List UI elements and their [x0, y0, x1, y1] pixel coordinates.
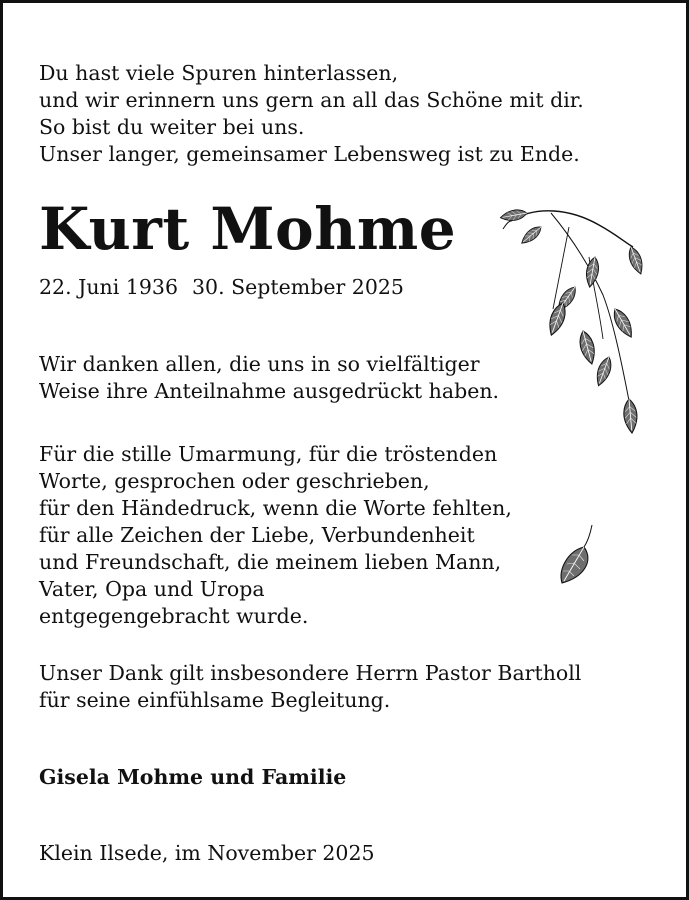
birth-date: 22. Juni 1936 [39, 275, 178, 299]
family-signature: Gisela Mohme und Familie [39, 765, 347, 789]
thanks-text: Wir danken allen, die uns in so vielfältiger Weise ihre Anteilnahme ausgedrückt haben. [39, 352, 500, 403]
falling-leaf-icon [554, 521, 600, 587]
death-date: 30. September 2025 [192, 275, 404, 299]
deceased-name: Kurt Mohme [39, 195, 457, 263]
pastor-thanks-text: Unser Dank gilt insbesondere Herrn Pastor Bartholl für seine einfühlsame Begleitung. [39, 661, 582, 712]
memorial-verse: Du hast viele Spuren hinterlassen, und wir erinnern uns gern an all das Schöne mit dir. So bist du weiter bei uns. Unser langer, gemeinsamer Lebensweg ist zu Ende. [39, 61, 584, 166]
place-and-date: Klein Ilsede, im November 2025 [39, 841, 375, 865]
birch-branch-icon [491, 199, 659, 449]
gratitude-text: Für die stille Umarmung, für die tröstenden Worte, gesprochen oder geschrieben, für den Händedruck, wenn die Worte fehlten, für alle Zeichen der Liebe, Verbundenheit und Freundschaft, die meinem lieben Mann, Vater, Opa und Uropa entgegengebracht wurde. [39, 442, 512, 628]
life-dates [39, 274, 404, 301]
